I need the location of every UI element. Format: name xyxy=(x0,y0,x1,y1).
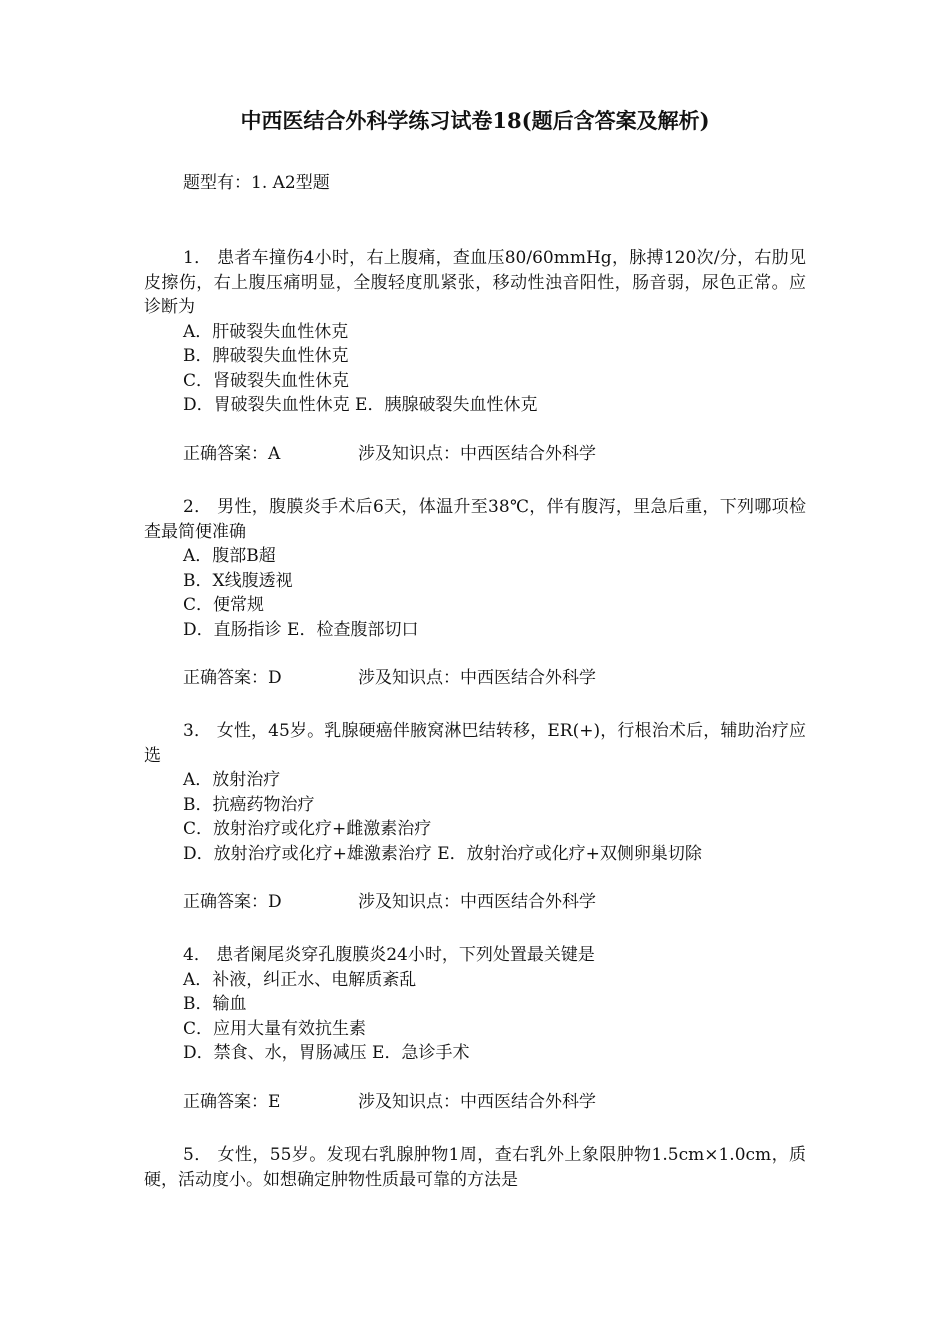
question-5 xyxy=(144,1143,806,1192)
question-stem: 5． 女性，55岁。发现右乳腺肿物1周，查右乳外上象限肿物1.5cm×1.0cm，质硬，活动度小。如想确定肿物性质最可靠的方法是 xyxy=(144,1145,806,1190)
option-c: C．放射治疗或化疗+雌激素治疗 xyxy=(183,819,432,839)
correct-answer: 正确答案：D xyxy=(183,668,282,688)
correct-answer: 正确答案：A xyxy=(183,443,281,464)
option-d-e: D．禁食、水，胃肠减压 E．急诊手术 xyxy=(183,1043,470,1063)
question-stem: 3． 女性，45岁。乳腺硬癌伴腋窝淋巴结转移，ER(+)，行根治术后，辅助治疗应选 xyxy=(144,721,806,766)
option-b: B．脾破裂失血性休克 xyxy=(183,346,349,366)
option-d-e: D．放射治疗或化疗+雄激素治疗 E．放射治疗或化疗+双侧卵巢切除 xyxy=(183,843,702,864)
option-a: A．补液，纠正水、电解质紊乱 xyxy=(183,969,417,990)
option-b: B．X线腹透视 xyxy=(183,570,293,591)
question-type-line: 题型有：1. A2型题 xyxy=(183,173,330,193)
knowledge-point: 涉及知识点：中西医结合外科学 xyxy=(358,892,596,912)
question-stem: 1． 患者车撞伤4小时，右上腹痛，查血压80/60mmHg，脉搏120次/分，右肋见皮擦伤，右上腹压痛明显，全腹轻度肌紧张，移动性浊音阳性，肠音弱，尿色正常。应诊断为 xyxy=(144,248,806,317)
document-title: 中西医结合外科学练习试卷18(题后含答案及解析) xyxy=(240,108,710,133)
answer-line xyxy=(144,666,806,691)
knowledge-point: 涉及知识点：中西医结合外科学 xyxy=(358,443,596,464)
question-stem: 2． 男性，腹膜炎手术后6天，体温升至38℃，伴有腹泻，里急后重，下列哪项检查最简便准确 xyxy=(144,497,806,542)
correct-answer: 正确答案：E xyxy=(183,1091,281,1112)
question-1 xyxy=(144,246,806,466)
option-d-e: D．胃破裂失血性休克 E．胰腺破裂失血性休克 xyxy=(183,395,538,415)
option-d-e: D．直肠指诊 E．检查腹部切口 xyxy=(183,619,419,640)
question-4 xyxy=(144,943,806,1114)
question-3 xyxy=(144,719,806,915)
option-c: C．肾破裂失血性休克 xyxy=(183,370,350,391)
option-c: C．便常规 xyxy=(183,595,265,615)
question-stem: 4． 患者阑尾炎穿孔腹膜炎24小时，下列处置最关键是 xyxy=(183,945,595,965)
option-c: C．应用大量有效抗生素 xyxy=(183,1018,367,1039)
answer-line xyxy=(144,442,806,467)
knowledge-point: 涉及知识点：中西医结合外科学 xyxy=(358,668,596,688)
question-2 xyxy=(144,495,806,691)
option-a: A．腹部B超 xyxy=(183,546,276,566)
answer-line xyxy=(144,890,806,915)
option-b: B．输血 xyxy=(183,994,247,1014)
option-a: A．放射治疗 xyxy=(183,770,281,790)
answer-line xyxy=(144,1090,806,1115)
option-b: B．抗癌药物治疗 xyxy=(183,794,315,815)
option-a: A．肝破裂失血性休克 xyxy=(183,321,349,342)
correct-answer: 正确答案：D xyxy=(183,892,282,912)
knowledge-point: 涉及知识点：中西医结合外科学 xyxy=(358,1091,596,1112)
